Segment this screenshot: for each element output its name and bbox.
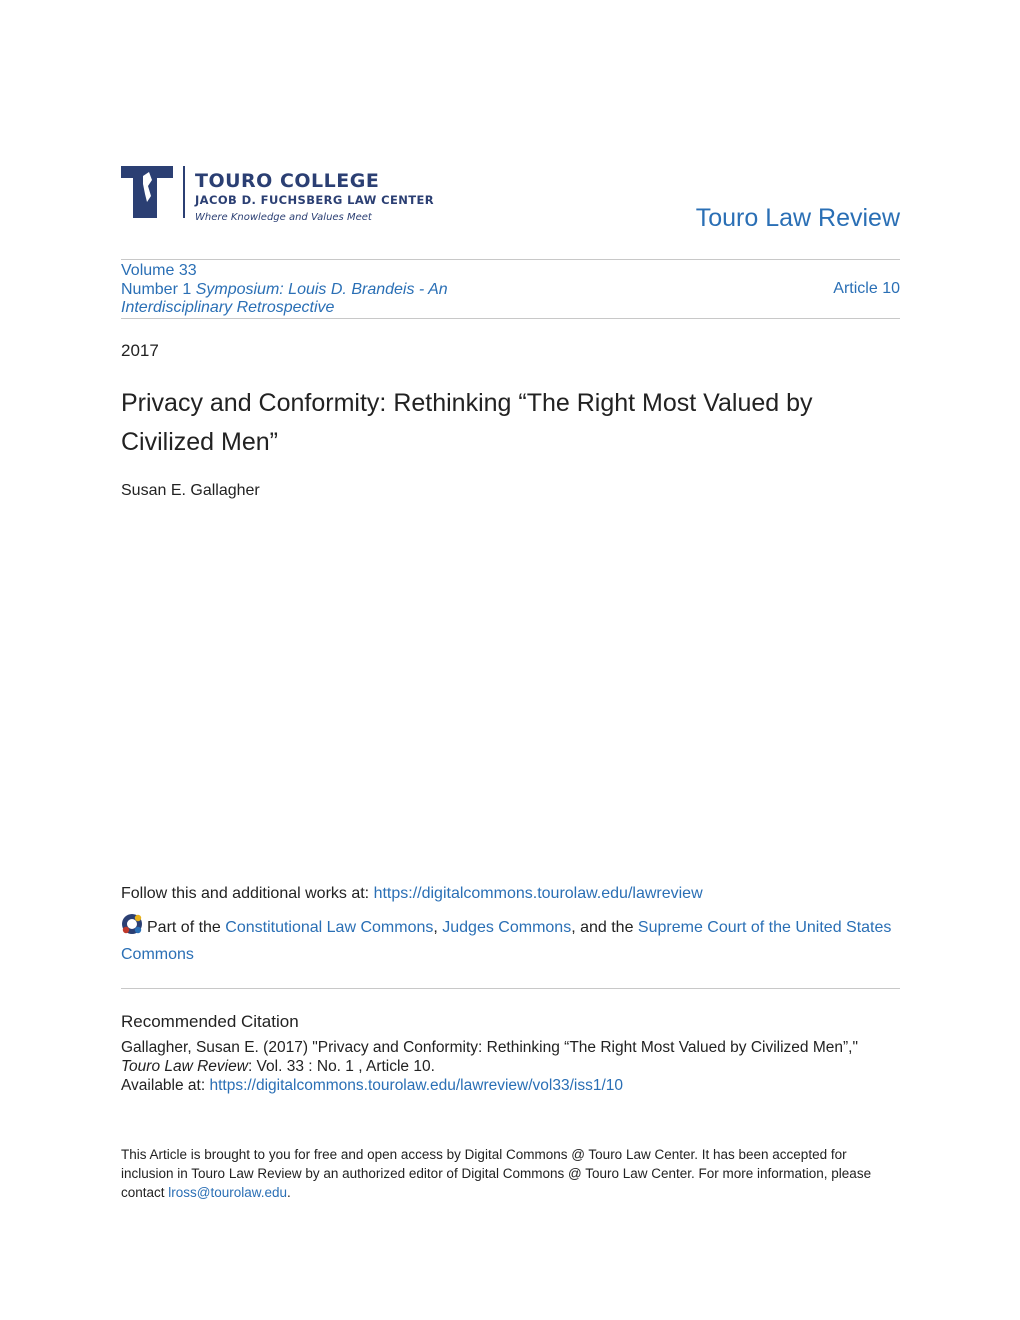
logo-college-name: TOURO COLLEGE [195, 170, 380, 192]
footer-text: This Article is brought to you for free and open access by Digital Commons @ Touro Law Center. It has been accepted for inclusion in Touro Law Review by an authorized editor of Digital Commons @ Touro Law Center. For more information, please contact [121, 1147, 872, 1200]
divider-issue [121, 318, 900, 319]
supreme-court-commons-link[interactable]: Supreme Court of the United States Commons [121, 919, 892, 963]
logo-divider [183, 166, 185, 218]
divider-citation [121, 988, 900, 989]
citation-line1: Gallagher, Susan E. (2017) "Privacy and Conformity: Rethinking “The Right Most Valued by Civilized Men”," [121, 1039, 858, 1056]
author-name: Susan E. Gallagher [121, 482, 260, 499]
issue-info [121, 262, 900, 318]
header [121, 164, 900, 244]
available-label: Available at: [121, 1077, 210, 1094]
symposium-title-line1[interactable]: Symposium: Louis D. Brandeis - An [195, 280, 448, 298]
follow-url-link[interactable]: https://digitalcommons.tourolaw.edu/lawreview [373, 885, 703, 902]
logo-tagline: Where Knowledge and Values Meet [195, 212, 372, 223]
publication-year: 2017 [121, 341, 159, 360]
follow-line [121, 885, 703, 903]
contact-email-link[interactable]: lross@tourolaw.edu [168, 1185, 288, 1200]
symposium-title-line2[interactable]: Interdisciplinary Retrospective [121, 299, 335, 316]
journal-title-link[interactable]: Touro Law Review [695, 204, 900, 232]
citation-journal: Touro Law Review [121, 1058, 248, 1075]
partof-separator-2: , and the [571, 919, 638, 936]
logo-text [195, 170, 434, 226]
divider-top [121, 259, 900, 260]
number-link[interactable]: Number 1 [121, 280, 192, 298]
footer-end: . [287, 1185, 291, 1200]
part-of-line [121, 913, 900, 968]
partof-separator-1: , [433, 919, 443, 936]
article-number-link[interactable]: Article 10 [833, 280, 900, 297]
volume-link[interactable]: Volume 33 [121, 262, 197, 279]
follow-label: Follow this and additional works at: [121, 885, 374, 902]
touro-logo-icon [121, 166, 173, 218]
citation-heading: Recommended Citation [121, 1012, 299, 1031]
footer-notice [121, 1145, 900, 1202]
constitutional-law-commons-link[interactable]: Constitutional Law Commons [225, 919, 434, 936]
available-url-link[interactable]: https://digitalcommons.tourolaw.edu/lawreview/vol33/iss1/10 [209, 1077, 624, 1094]
network-icon [121, 913, 143, 935]
citation-volume-info: : Vol. 33 : No. 1 , Article 10. [247, 1058, 435, 1075]
judges-commons-link[interactable]: Judges Commons [442, 919, 572, 936]
article-title: Privacy and Conformity: Rethinking “The Right Most Valued by Civilized Men” [121, 389, 813, 456]
logo-school-name: JACOB D. FUCHSBERG LAW CENTER [195, 193, 435, 207]
citation-body [121, 1038, 911, 1095]
partof-prefix: Part of the [147, 919, 226, 936]
